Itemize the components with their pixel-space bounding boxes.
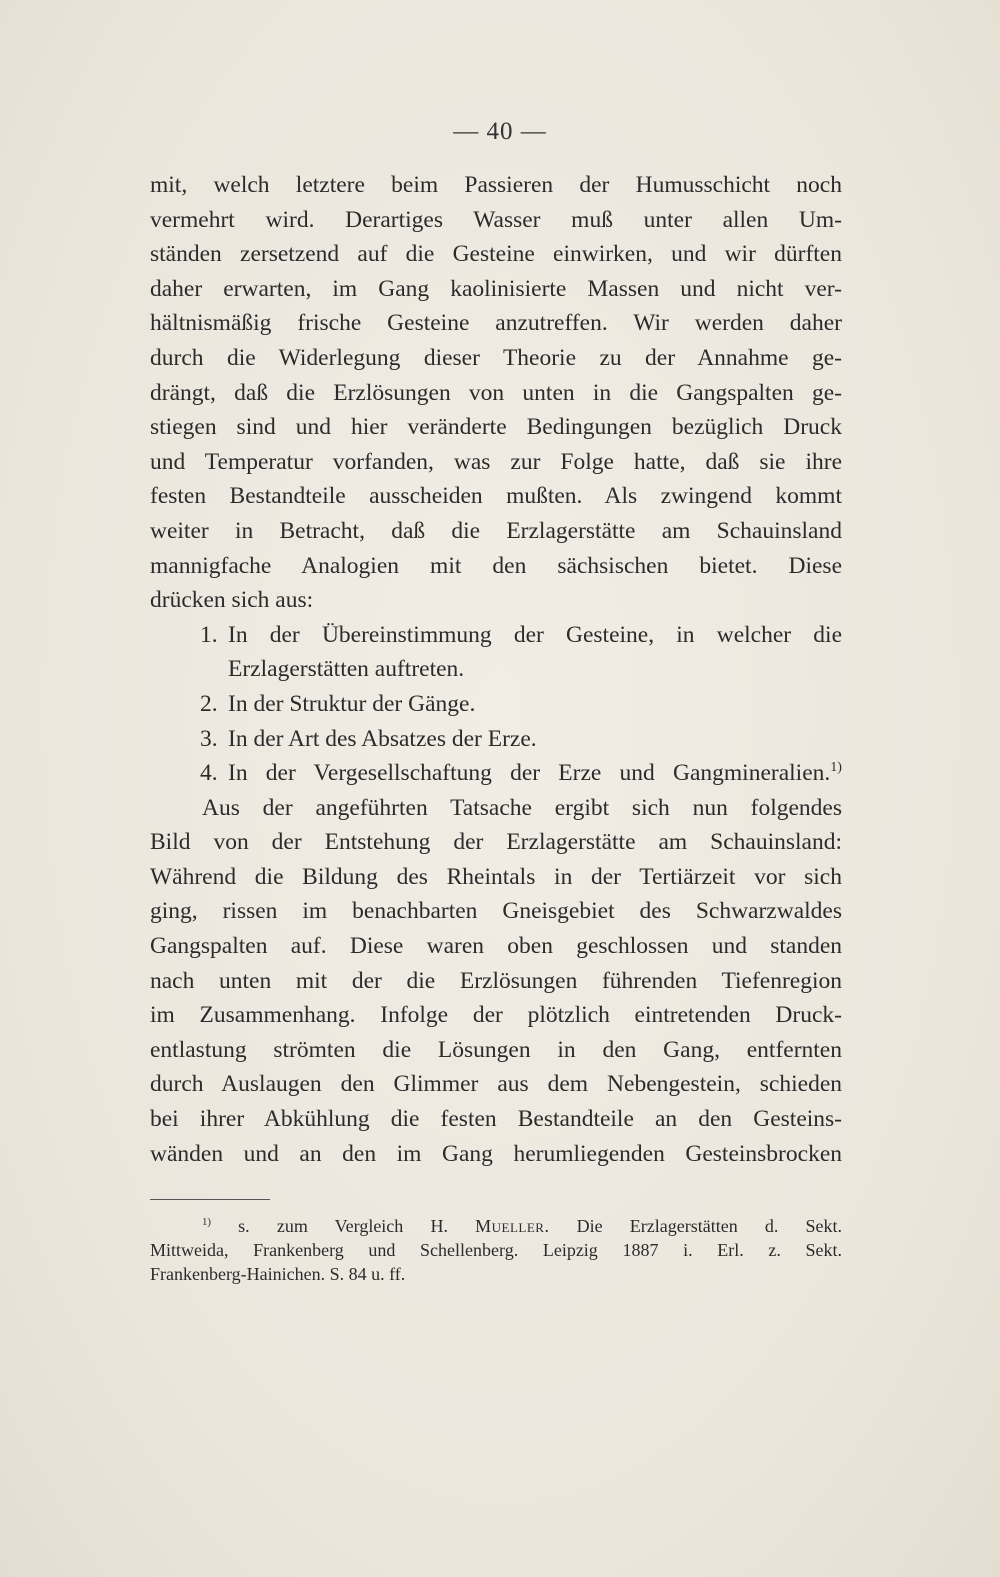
list-item-3 xyxy=(150,722,842,757)
text-line: mit, welch letztere beim Passieren der Humusschicht noch xyxy=(150,172,842,198)
text-line: vermehrt wird. Derartiges Wasser muß unter allen Um- xyxy=(150,206,842,233)
footnote-line: Frankenberg-Hainichen. S. 84 u. ff. xyxy=(150,1264,406,1284)
text-line: wänden und an den im Gang herumliegenden Gesteinsbrocken xyxy=(150,1140,842,1167)
text-line: mannigfache Analogien mit den sächsischen bietet. Diese xyxy=(150,552,842,579)
list-item-2 xyxy=(150,687,842,722)
text-line: entlastung strömten die Lösungen in den Gang, entfernten xyxy=(150,1036,842,1063)
footnote xyxy=(150,1214,842,1286)
footnote-text: Die Erzlagerstätten d. Sekt. xyxy=(576,1216,843,1236)
footnote-text: s. zum Vergleich H. xyxy=(238,1216,448,1236)
text-line: Aus der angeführten Tatsache ergibt sich nun folgendes xyxy=(202,794,842,821)
text-line: festen Bestandteile ausscheiden mußten. Als zwingend kommt xyxy=(150,483,842,510)
text-line: Während die Bildung des Rheintals in der Tertiärzeit vor sich xyxy=(150,863,842,890)
text-line: Bild von der Entstehung der Erzlagerstätte am Schauinsland: xyxy=(150,829,842,856)
list-text: In der Art des Absatzes der Erze. xyxy=(228,725,537,752)
footnote-divider xyxy=(150,1199,270,1200)
list-text: In der Vergesellschaftung der Erze und Gangmineralien. xyxy=(228,760,831,787)
list-item-1 xyxy=(150,618,842,653)
text-line: Gangspalten auf. Diese waren oben geschlossen und standen xyxy=(150,933,842,960)
list-number: 2. xyxy=(200,690,218,717)
list-number: 1. xyxy=(200,621,218,648)
text-line: durch Auslaugen den Glimmer aus dem Nebengestein, schieden xyxy=(150,1071,842,1098)
text-line: ständen zersetzend auf die Gesteine einwirken, und wir dürften xyxy=(150,241,842,268)
list-number: 4. xyxy=(200,760,218,787)
text-line: durch die Widerlegung dieser Theorie zu der Annahme ge- xyxy=(150,344,842,371)
body-text xyxy=(150,168,842,1171)
text-line: drängt, daß die Erzlösungen von unten in die Gangspalten ge- xyxy=(150,379,842,406)
footnote-marker: 1) xyxy=(202,1216,211,1228)
footnote-line xyxy=(150,1214,842,1238)
text-line: stiegen sind und hier veränderte Bedingungen bezüglich Druck xyxy=(150,414,842,441)
text-line: drücken sich aus: xyxy=(150,587,314,614)
text-line: weiter in Betracht, daß die Erzlagerstätte am Schauinsland xyxy=(150,517,842,544)
footnote-author: Mueller. xyxy=(475,1216,550,1236)
list-text: In der Übereinstimmung der Gesteine, in welcher die xyxy=(228,621,842,648)
text-line: daher erwarten, im Gang kaolinisierte Massen und nicht ver- xyxy=(150,275,842,302)
list-number: 3. xyxy=(200,725,218,752)
text-line: hältnismäßig frische Gesteine anzutreffen. Wir werden daher xyxy=(150,310,842,337)
footnote-line: Mittweida, Frankenberg und Schellenberg. Leipzig 1887 i. Erl. z. Sekt. xyxy=(150,1240,842,1260)
list-text: In der Struktur der Gänge. xyxy=(228,690,476,717)
text-line: und Temperatur vorfanden, was zur Folge hatte, daß sie ihre xyxy=(150,448,842,475)
text-line: bei ihrer Abkühlung die festen Bestandteile an den Gesteins- xyxy=(150,1106,842,1133)
text-line: ging, rissen im benachbarten Gneisgebiet des Schwarzwaldes xyxy=(150,898,842,925)
text-line: nach unten mit der die Erzlösungen führenden Tiefenregion xyxy=(150,967,842,994)
footnote-reference: 1) xyxy=(830,759,842,776)
page-number: — 40 — xyxy=(453,118,547,145)
list-item-4 xyxy=(150,756,842,791)
text-line: im Zusammenhang. Infolge der plötzlich eintretenden Druck- xyxy=(150,1002,842,1029)
list-item-1-continuation: Erzlagerstätten auftreten. xyxy=(228,656,465,683)
